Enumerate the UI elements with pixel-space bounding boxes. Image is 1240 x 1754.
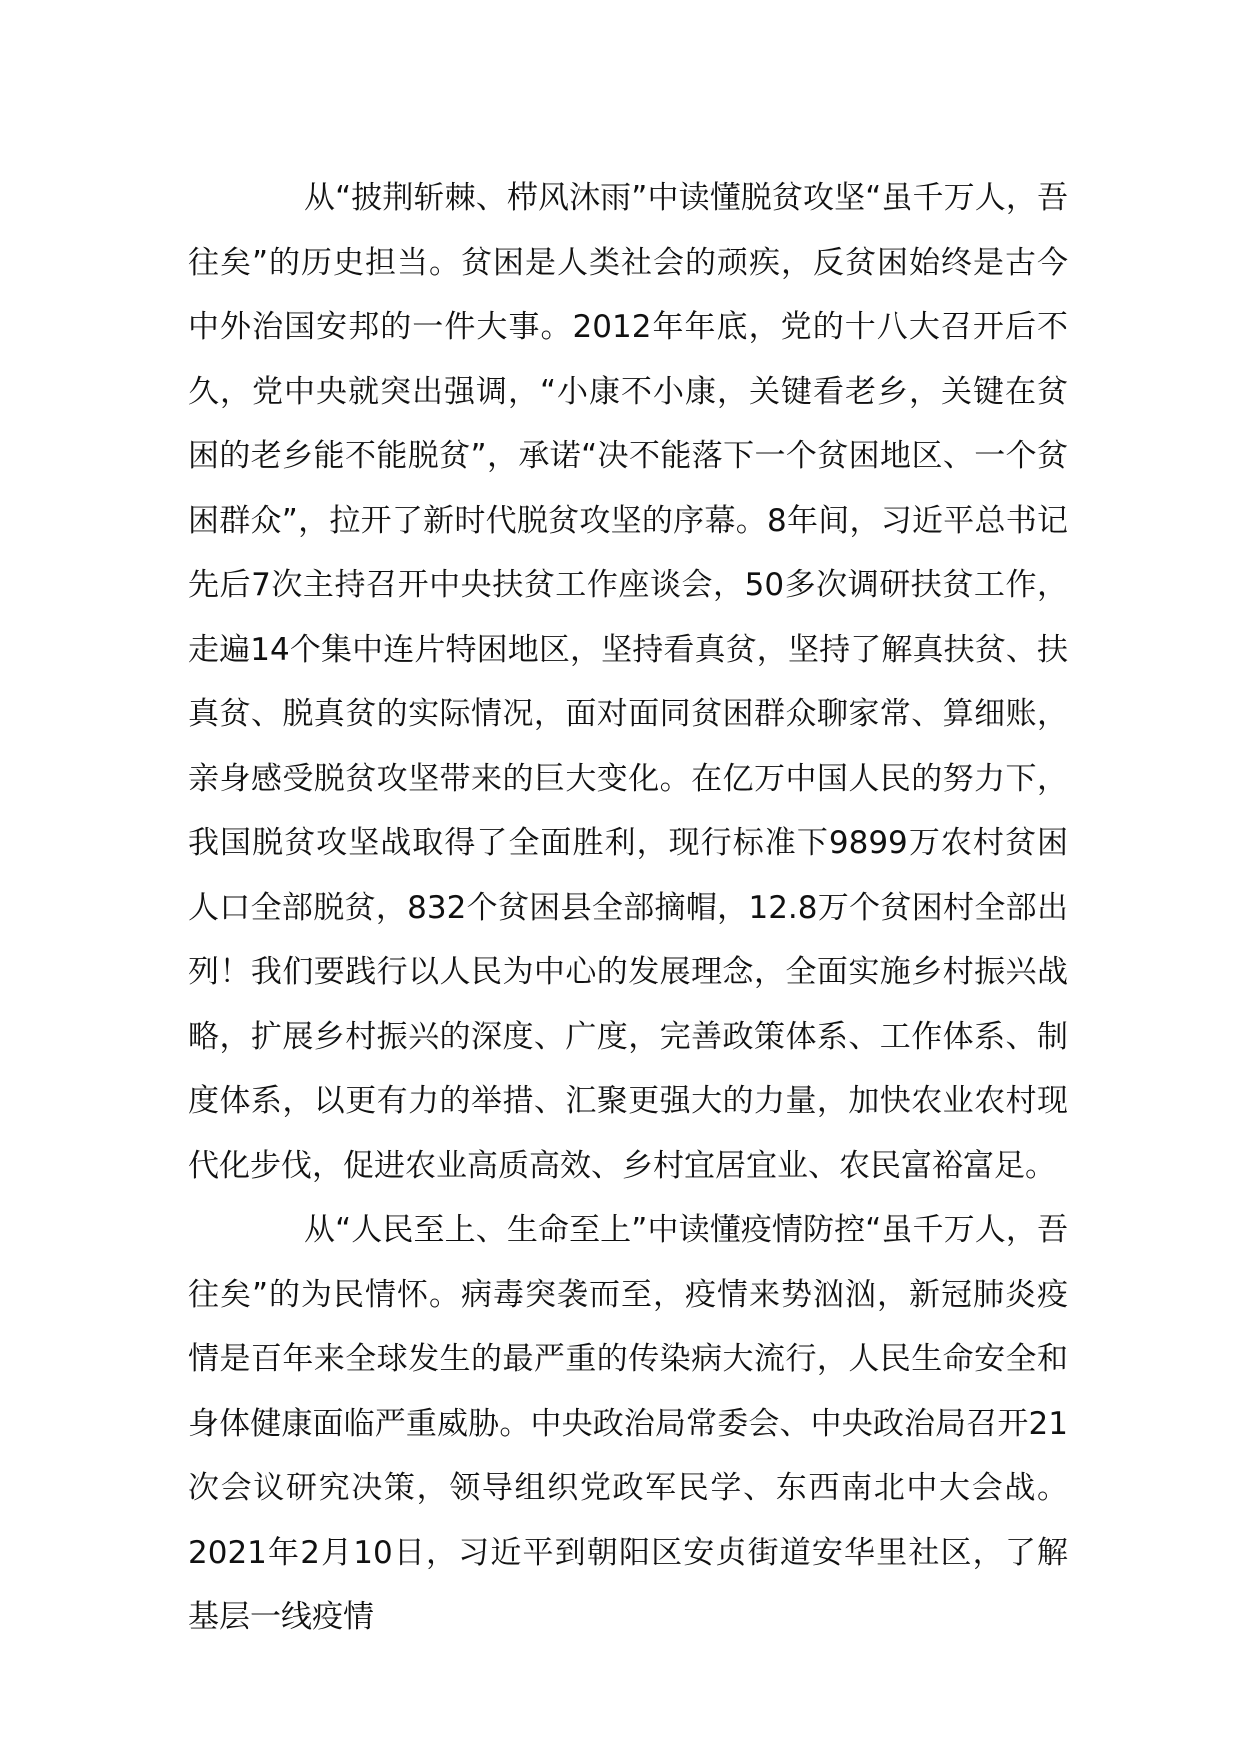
document-body: [188, 166, 1068, 1650]
paragraph-epidemic-prevention: 从“人民至上、生命至上”中读懂疫情防控“虽千万人，吾往矣”的为民情怀。病毒突袭而至，疫情来势汹汹，新冠肺炎疫情是百年来全球发生的最严重的传染病大流行，人民生命安全和身体健康面临严重威胁。中央政治局常委会、中央政治局召开21次会议研究决策，领导组织党政军民学、东西南北中大会战。2021年2月10日，习近平到朝阳区安贞街道安华里社区，了解基层一线疫情: [188, 1212, 1068, 1635]
paragraph-poverty-alleviation: 从“披荆斩棘、栉风沐雨”中读懂脱贫攻坚“虽千万人，吾往矣”的历史担当。贫困是人类社会的顽疾，反贫困始终是古今中外治国安邦的一件大事。2012年年底，党的十八大召开后不久，党中央就突出强调，“小康不小康，关键看老乡，关键在贫困的老乡能不能脱贫”，承诺“决不能落下一个贫困地区、一个贫困群众”，拉开了新时代脱贫攻坚的序幕。8年间，习近平总书记先后7次主持召开中央扶贫工作座谈会，50多次调研扶贫工作，走遍14个集中连片特困地区，坚持看真贫，坚持了解真扶贫、扶真贫、脱真贫的实际情况，面对面同贫困群众聊家常、算细账，亲身感受脱贫攻坚带来的巨大变化。在亿万中国人民的努力下，我国脱贫攻坚战取得了全面胜利，现行标准下9899万农村贫困人口全部脱贫，832个贫困县全部摘帽，12.8万个贫困村全部出列！我们要践行以人民为中心的发展理念，全面实施乡村振兴战略，扩展乡村振兴的深度、广度，完善政策体系、工作体系、制度体系，以更有力的举措、汇聚更强大的力量，加快农业农村现代化步伐，促进农业高质高效、乡村宜居宜业、农民富裕富足。: [188, 180, 1068, 1184]
